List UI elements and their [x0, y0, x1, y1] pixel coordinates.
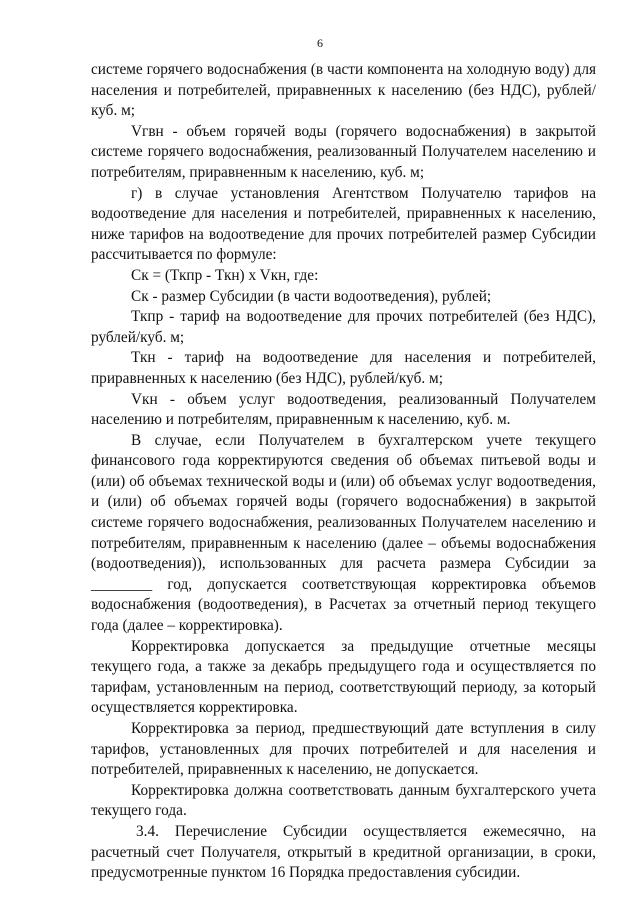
formula-subsidy-drainage: Ск = (Ткпр - Ткн) x Vкн, где: [131, 266, 319, 284]
paragraph-correction-periods: Корректировка допускается за предыдущие отчетные месяцы текущего года, а также за декабрь предыдущего года и осуществляется по тарифам, установленным на период, соответствующий периоду, за который осуществляется корректировка. [91, 637, 596, 717]
paragraph-tkpr-definition: Ткпр - тариф на водоотведение для прочих потребителей (без НДС), рублей/куб. м; [91, 308, 596, 346]
document-body [91, 60, 596, 884]
paragraph-continuation-hot-water-tariff: системе горячего водоснабжения (в части компонента на холодную воду) для населения и потребителей, приравненных к населению (без НДС), рублей/куб. м; [91, 61, 596, 120]
paragraph-correction-prohibited: Корректировка за период, предшествующий дате вступления в силу тарифов, установленных для прочих потребителей и для населения и потребителей, приравненных к населению, не допускается. [91, 720, 596, 779]
paragraph-section-3-4-transfer: 3.4. Перечисление Субсидии осуществляется ежемесячно, на расчетный счет Получателя, открытый в кредитной организации, в сроки, предусмотренные пунктом 16 Порядка предоставления субсидии. [91, 822, 596, 882]
paragraph-correction-accounting: Корректировка должна соответствовать данным бухгалтерского учета текущего года. [91, 781, 596, 820]
paragraph-sk-definition: Ск - размер Субсидии (в части водоотведения), рублей; [131, 287, 492, 305]
paragraph-case-g-drainage: г) в случае установления Агентством Получателю тарифов на водоотведение для населения и потребителей, приравненных к населению, ниже тарифов на водоотведение для прочих потребителей размер Субсидии рассчитывается по формуле: [91, 184, 596, 264]
paragraph-correction-conditions: В случае, если Получателем в бухгалтерском учете текущего финансового года корректируются сведения об объемах питьевой воды и (или) об объемах технической воды и (или) об объемах услуг водоотведения, и (или) об объемах горячей воды (горячего водоснабжения) в закрытой системе горячего водоснабжения, реализованных Получателем населению и потребителям, приравненным к населению (далее – объемы водоснабжения (водоотведения)), использованных для расчета размера Субсидии за ________ год, допускается соответствующая корректировка объемов водоснабжения (водоотведения), в Расчетах за отчетный период текущего года (далее – корректировка). [91, 431, 596, 635]
paragraph-tkn-definition: Ткн - тариф на водоотведение для населения и потребителей, приравненных к населению (без НДС), рублей/куб. м; [91, 349, 596, 387]
paragraph-vgvn-definition: Vгвн - объем горячей воды (горячего водоснабжения) в закрытой системе горячего водоснабжения, реализованный Получателем населению и потребителям, приравненным к населению, куб. м; [91, 122, 596, 181]
page-number: 6 [317, 36, 323, 50]
paragraph-vkn-definition: Vкн - объем услуг водоотведения, реализованный Получателем населению и потребителям, приравненным к населению, куб. м. [91, 390, 596, 429]
